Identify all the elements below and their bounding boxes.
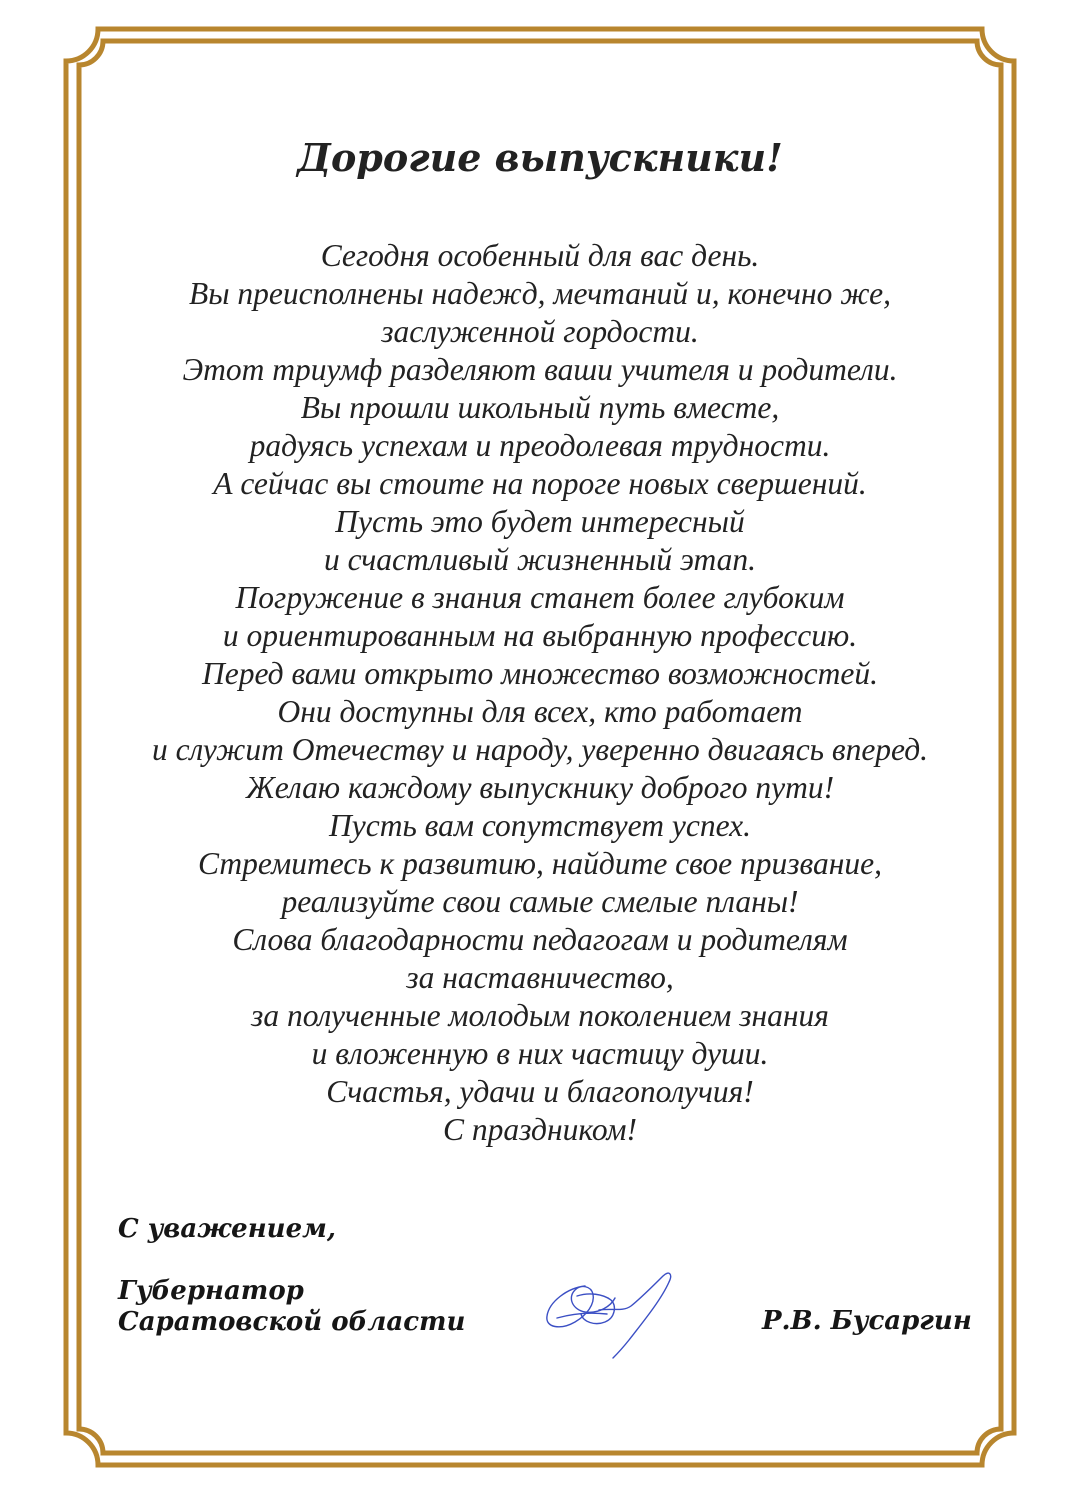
letter-line: за полученные молодым поколением знания: [251, 998, 829, 1033]
letter-line: за наставничество,: [406, 960, 674, 995]
letter-line: и вложенную в них частицу души.: [311, 1036, 769, 1071]
letter-title: Дорогие выпускники!: [297, 135, 783, 180]
letter-line: Они доступны для всех, кто работает: [277, 694, 803, 729]
signatory-position: [118, 1276, 465, 1338]
position-line: Саратовской области: [118, 1307, 466, 1337]
letter-line: Сегодня особенный для вас день.: [320, 238, 760, 273]
letter-line: Стремитесь к развитию, найдите свое призвание,: [197, 846, 883, 881]
letter-line: Слова благодарности педагогам и родителям: [232, 922, 848, 957]
closing-regards: С уважением,: [118, 1214, 336, 1244]
position-line: Губернатор: [118, 1276, 304, 1306]
letter-line: и служит Отечеству и народу, уверенно двигаясь вперед.: [151, 732, 929, 767]
signatory-name: Р.В. Бусаргин: [762, 1306, 972, 1336]
letter-line: и счастливый жизненный этап.: [324, 542, 756, 577]
letter-line: А сейчас вы стоите на пороге новых свершений.: [213, 466, 867, 501]
letter-line: Желаю каждому выпускнику доброго пути!: [245, 770, 835, 805]
letter-line: реализуйте свои самые смелые планы!: [281, 884, 799, 919]
handwritten-signature: [537, 1266, 697, 1364]
letter-line: С праздником!: [443, 1112, 637, 1147]
letter-line: Пусть вам сопутствует успех.: [329, 808, 751, 843]
letter-body: [80, 237, 1000, 1149]
letter-line: радуясь успехам и преодолевая трудности.: [249, 428, 831, 463]
letter-line: Этот триумф разделяют ваши учителя и родители.: [182, 352, 898, 387]
letter-line: Вы преисполнены надежд, мечтаний и, конечно же,: [188, 276, 891, 311]
letter-line: заслуженной гордости.: [381, 314, 699, 349]
letter-line: Перед вами открыто множество возможностей.: [201, 656, 879, 691]
letter-line: Счастья, удачи и благополучия!: [326, 1074, 754, 1109]
letter-line: и ориентированным на выбранную профессию.: [222, 618, 858, 653]
letter-line: Погружение в знания станет более глубоким: [235, 580, 845, 615]
letter-line: Пусть это будет интересный: [335, 504, 745, 539]
letter-line: Вы прошли школьный путь вместе,: [300, 390, 780, 425]
